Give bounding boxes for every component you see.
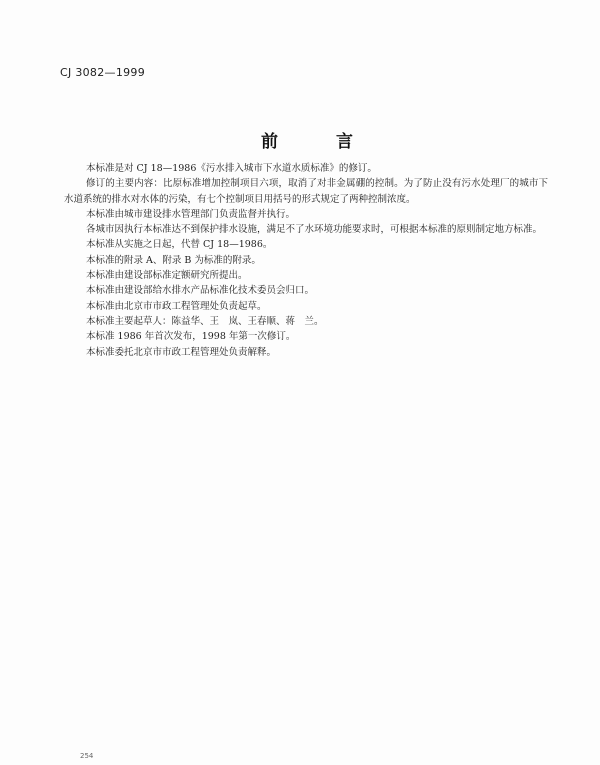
paragraph-replacement: 本标准从实施之日起，代替 CJ 18—1986。 [86,239,273,251]
page-title: 前 言 [261,132,379,152]
paragraph-drafters: 本标准主要起草人：陈益华、王 岚、王春顺、蒋 兰。 [86,315,324,327]
paragraph-supervision: 本标准由城市建设排水管理部门负责监督并执行。 [86,208,296,220]
paragraph-drafted-by: 本标准由北京市市政工程管理处负责起草。 [86,300,267,312]
paragraph-interpretation: 本标准委托北京市市政工程管理处负责解释。 [86,346,277,358]
page-number: 254 [80,752,94,760]
paragraph-revision: 本标准是对 CJ 18—1986《污水排入城市下水道水质标准》的修订。 [86,163,377,174]
paragraph-history: 本标准 1986 年首次发布，1998 年第一次修订。 [86,331,296,343]
paragraph-main-changes: 修订的主要内容：比原标准增加控制项目六项，取消了对非金属硼的控制。为了防止没有污水处理厂的城市下水道系统的排水对水体的污染，有七个控制项目用括号的形式规定了两种控制浓度。 [64,178,548,205]
paragraph-local-standards: 各城市因执行本标准达不到保护排水设施，满足不了水环境功能要求时，可根据本标准的原则制定地方标准。 [86,224,543,236]
paragraph-centralized-by: 本标准由建设部给水排水产品标准化技术委员会归口。 [86,285,315,297]
paragraph-appendices: 本标准的附录 A、附录 B 为标准的附录。 [86,254,261,266]
foreword-body [64,161,548,360]
paragraph-proposed-by: 本标准由建设部标准定额研究所提出。 [86,270,248,282]
document-code: CJ 3082—1999 [60,66,146,79]
